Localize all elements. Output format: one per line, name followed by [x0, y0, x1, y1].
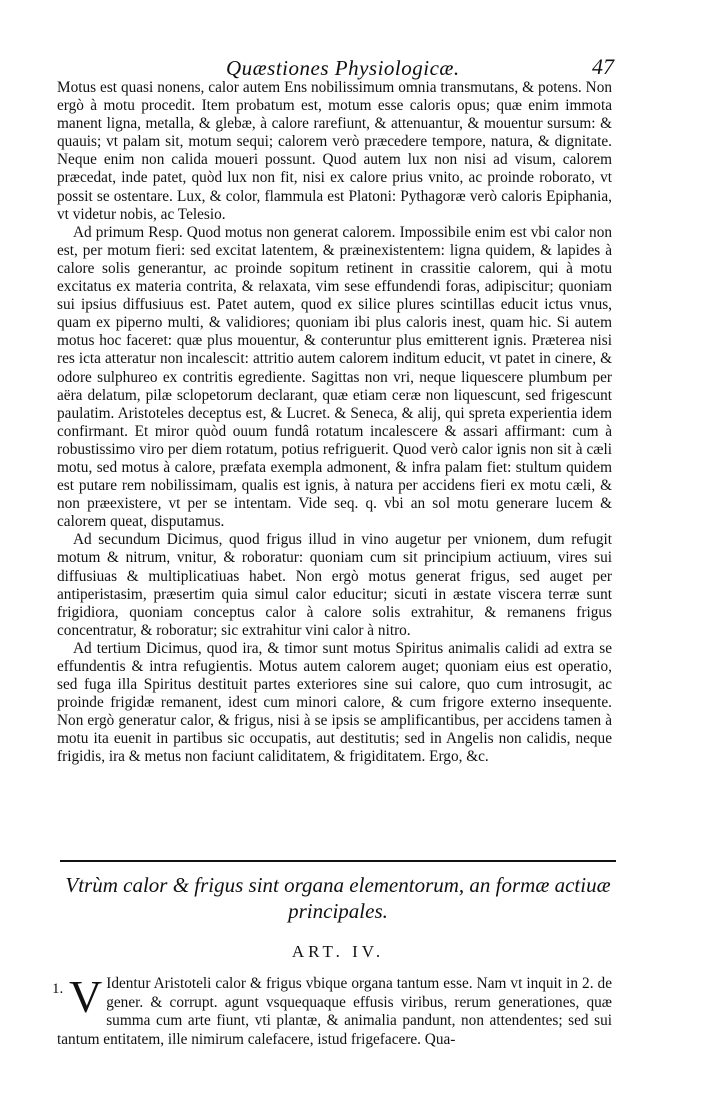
drop-cap: V — [69, 971, 103, 1022]
page-number: 47 — [592, 54, 614, 79]
paragraph-text: Ad tertium Dicimus, quod ira, & timor sunt motus Spiritus animalis calidi ad extra se effundentis & intra refugientis. Motus autem calorem auget; quoniam eius est operatio, sed fuga illa Spiritus destituit partes exteriores sine sui calore, quo cum introsugit, ac proinde frigidæ remanent, idest cum minori calore, & cum frigore externo insequente. Non ergò generatur calor, & frigus, nisi à se ipsis se amplificantibus, per accidens tamen à motu ita euenit in partibus sic occupatis, aut destitutis; sed in Angelis non calidis, neque frigidis, ira & metus non faciunt caliditatem, & frigiditatem. Ergo, &c. — [57, 639, 612, 766]
paragraph-text: Motus est quasi nonens, calor autem Ens nobilissimum omnia transmutans, & potens. Non ergò à motu procedit. Item probatum est, motum esse caloris opus; quæ enim immota manent ligna, metalla, & glebæ, à calore rarefiunt, & attenuantur, & mouentur sursum: & quauis; vt palam sit, motum sequi; calorem verò præcedere tempore, natura, & dignitate. Neque enim non calida moueri possunt. Quod autem lux non nisi ad visum, calorem præcedat, inde patet, quòd lux non fit, nisi ex calore prius vnito, ac proinde roborato, vt possit se ostentare. Lux, & color, flammula est Platoni: Pythagoræ verò caloris Epiphania, vt videtur nobis, ac Telesio. — [57, 79, 612, 223]
paragraph-response-second — [57, 531, 612, 640]
article-heading: ART. IV. — [291, 942, 385, 961]
body-text — [57, 79, 612, 767]
question-title: Vtrùm calor & frigus sint organa elementorum, an formæ actiuæ principales. — [65, 873, 611, 923]
article-number: 1. — [52, 981, 64, 997]
paragraph-text: Ad secundum Dicimus, quod frigus illud in vino augetur per vnionem, dum refugit motum & nitrum, vnitur, & roboratur: quoniam cum sit principium actiuum, vires sui diffusiuas & multiplicatiuas habet. Non ergò motus generat frigus, sed auget per antiperistasim, præsertim quia simul calor educitur; sicuti in æstate viscera terræ sunt frigidiora, quoniam conceptus calor à calore solis extrahitur, & remanens frigus concentratur, & roboratur; sic extrahitur vini calor à nitro. — [57, 531, 612, 639]
article-text — [52, 971, 612, 1049]
paragraph-response-third — [57, 640, 612, 767]
article-body: Identur Aristoteli calor & frigus vbique organa tantum esse. Nam vt inquit in 2. de gener. & corrupt. agunt vsquequaque effusis viribus, rerum generationes, quæ summa cum arte fiunt, vti plantæ, & animalia pandunt, non attendentes; sed sui tantum entitatem, ille nimirum calefacere, istud frigefacere. Qua- — [57, 975, 612, 1048]
paragraph-text: Ad primum Resp. Quod motus non generat calorem. Impossibile enim est vbi calor non est, per motum fieri: sed excitat latentem, & præinexistentem: ligna quidem, & lapides à calore solis generantur, ac proinde sopitum retinent in crassitie calorem, qui à motu excitatus ex materia contrita, & relaxata, vim sese effundendi foras, adipiscitur; quoniam sui ipsius diffusiuus est. Patet autem, quod ex silice plures scintillas educit ictus vnus, quam ex piperno multi, & validiores; quoniam ibi plus caloris inest, quam hic. Si autem motus hoc faceret: quæ plus mouentur, & conteruntur plus emitterent ignis. Præterea nisi res icta atteratur non incalescit: attritio autem calorem inditum educit, vt patet in cinere, & odore sulphureo ex contritis egrediente. Sagittas non vri, neque liquescere plumbum per aëra delatum, pilæ sclopetorum declarant, quæ etiam ceræ non liquescunt, sed frigescunt paulatim. Aristoteles deceptus est, & Lucret. & Seneca, & alij, qui spreta experientia idem confirmant. Et miror quòd ouum fundâ rotatum incalescere & assari affirmant: cum à robustissimo viro per diem rotatum, potius refriguerit. Quod verò calor ignis non sit à cæli motu, sed motus à calore, præfata exempla admonent, & infra palam fiet: stultum quidem est putare rem nobilissimam, qualis est ignis, à natura per accidens fieri ex motu cæli, & non præexistere, vt per se intentam. Vide seq. q. vbi an sol motu generare lucem & calorem queat, disputamus. — [57, 223, 612, 531]
paragraph-response-first — [57, 224, 612, 532]
running-title: Quæstiones Physiologicæ. — [226, 56, 460, 80]
paragraph-conclusion — [57, 79, 612, 224]
section-divider — [60, 860, 616, 862]
